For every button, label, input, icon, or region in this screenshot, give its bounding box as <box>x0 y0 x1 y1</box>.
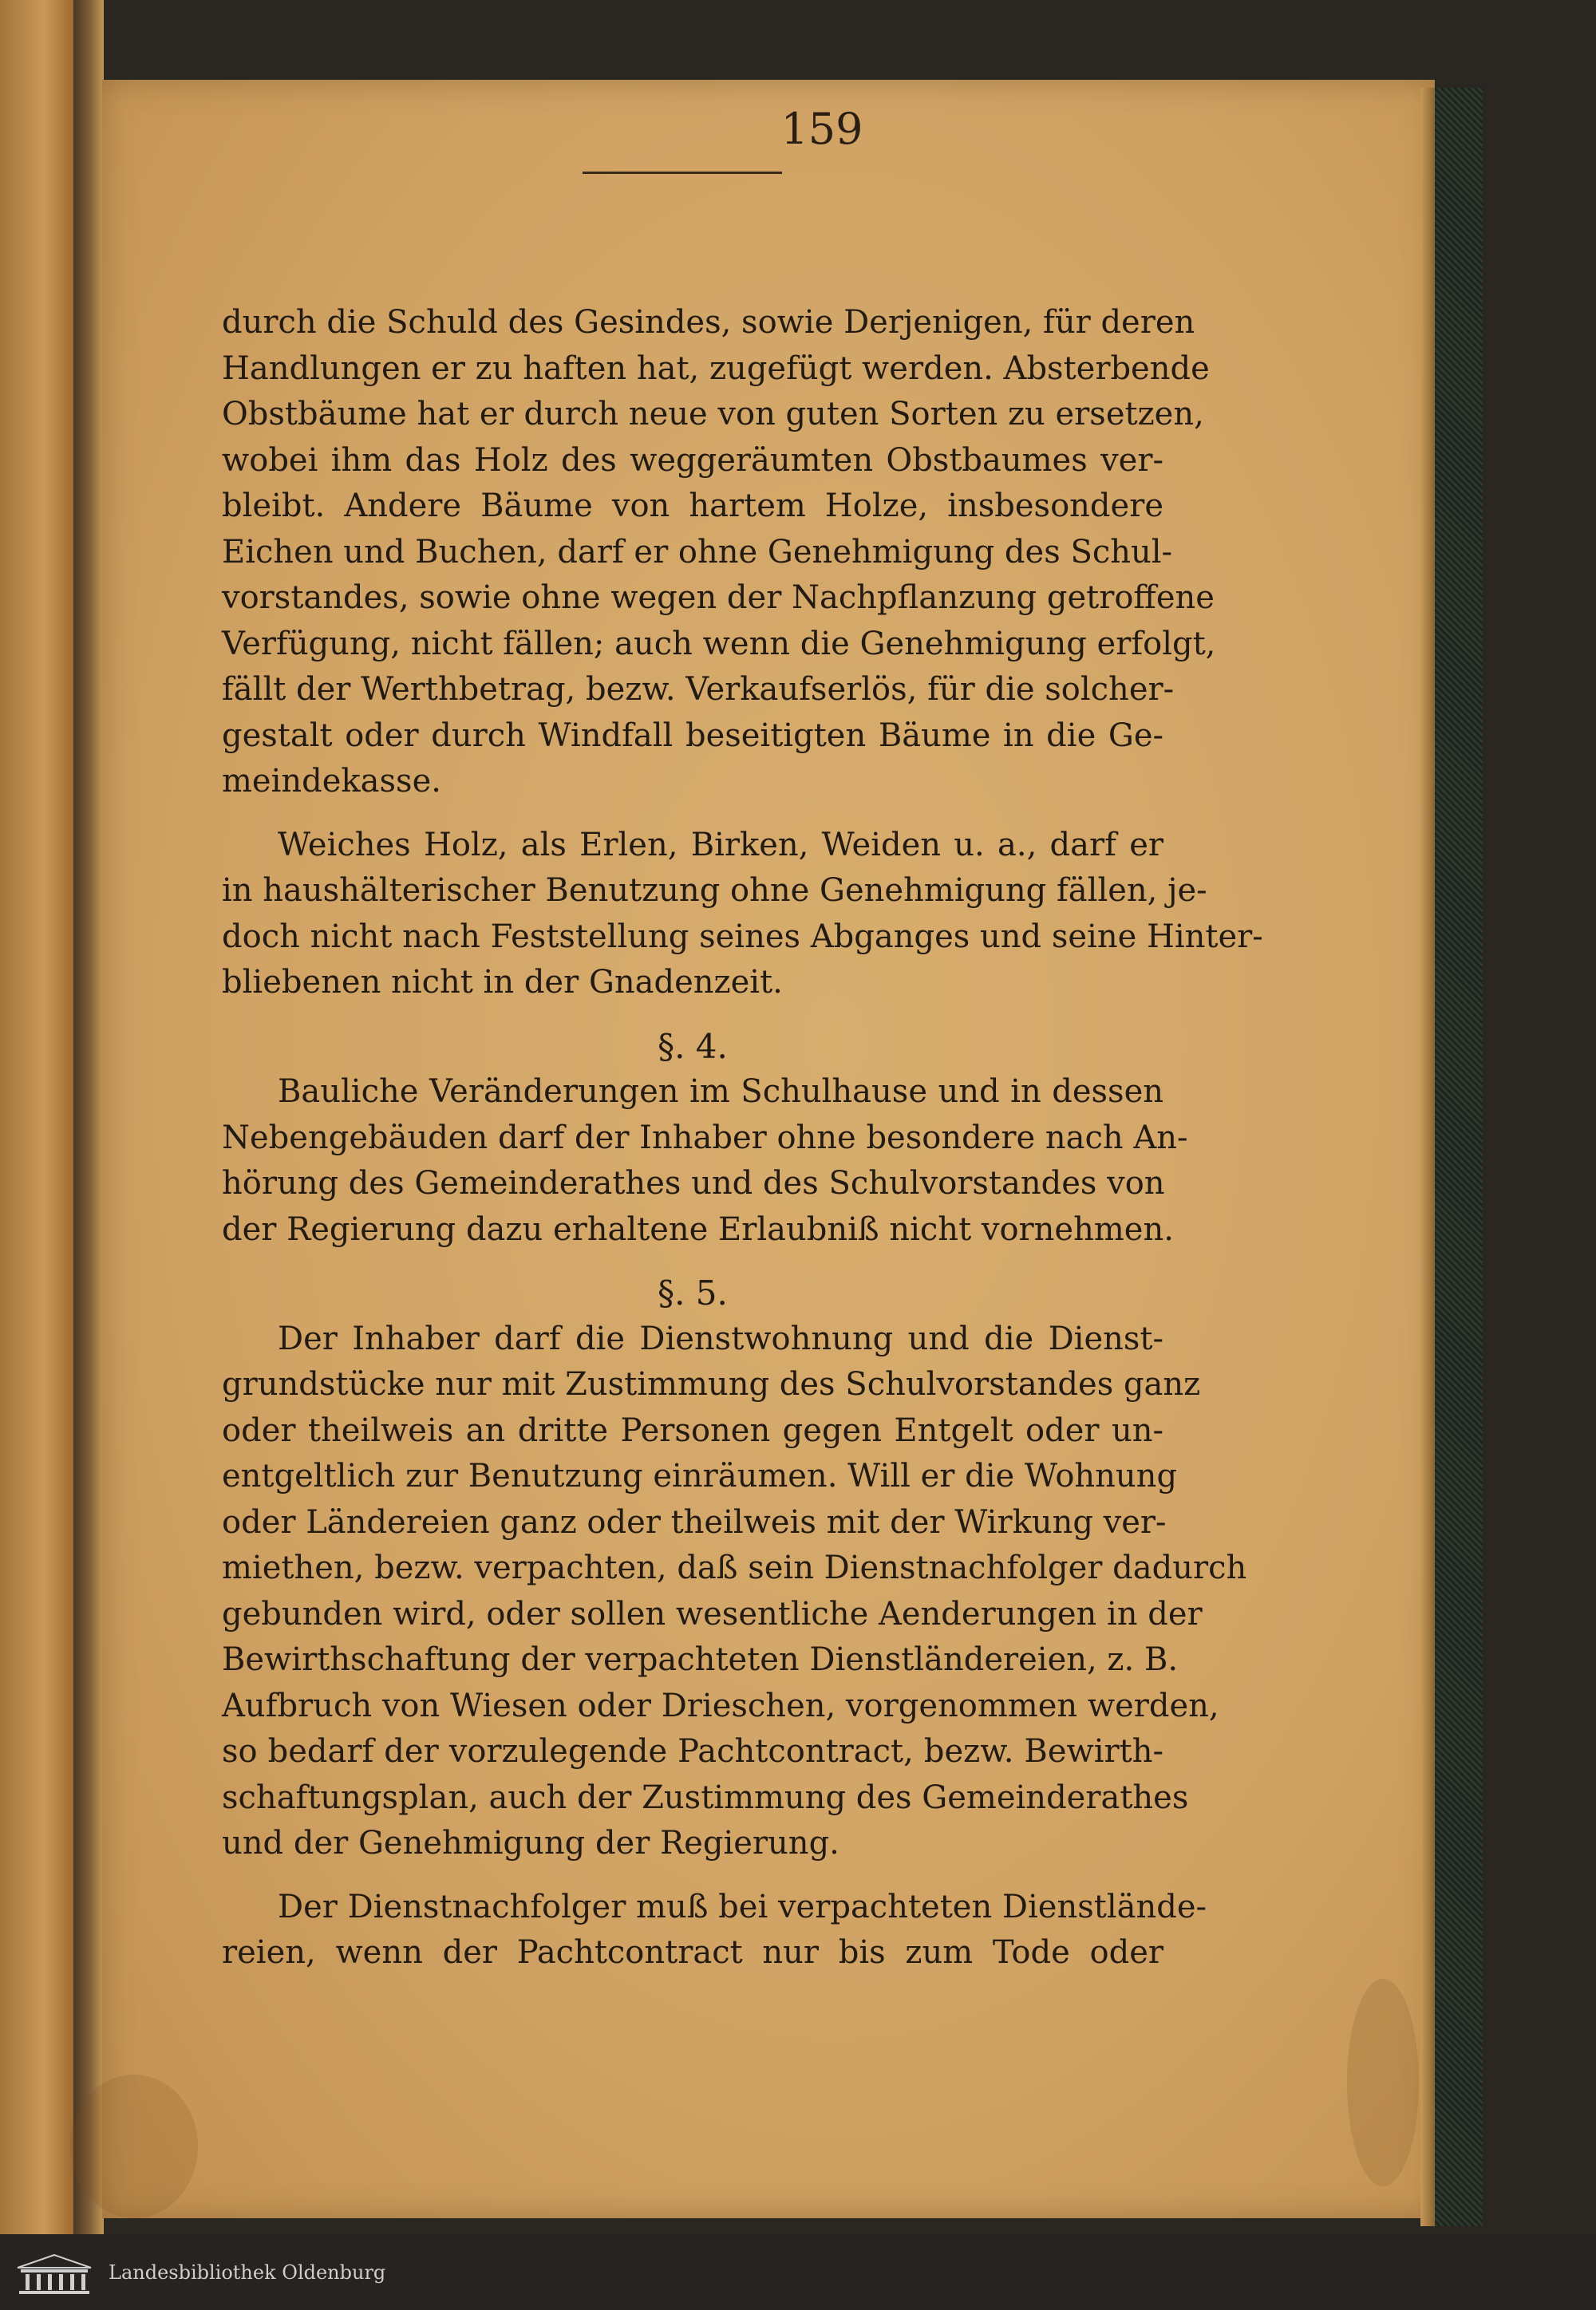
page-body <box>222 300 1263 1976</box>
text-line: reien, wenn der Pachtcontract nur bis zum Tode oder <box>222 1934 1163 1971</box>
text-line: doch nicht nach Feststellung seines Abganges und seine Hinter- <box>222 918 1263 955</box>
text-line: Verfügung, nicht fällen; auch wenn die Genehmigung erfolgt, <box>222 625 1216 662</box>
library-building-icon <box>14 2252 94 2296</box>
text-line: Weiches Holz, als Erlen, Birken, Weiden u. a., darf er <box>278 826 1163 863</box>
text-line: Bewirthschaftung der verpachteten Dienstländereien, z. B. <box>222 1641 1179 1678</box>
text-line: Der Dienstnachfolger muß bei verpachteten Dienstlände- <box>278 1888 1207 1925</box>
text-line: wobei ihm das Holz des weggeräumten Obstbaumes ver- <box>222 441 1163 479</box>
page-edge-right <box>1420 88 1435 2226</box>
text-line: miethen, bezw. verpachten, daß sein Dienstnachfolger dadurch <box>222 1550 1247 1586</box>
library-name: Landesbibliothek Oldenburg <box>109 2261 386 2284</box>
page-stain <box>70 2075 198 2218</box>
text-line: schaftungsplan, auch der Zustimmung des Gemeinderathes <box>222 1779 1189 1816</box>
text-line: fällt der Werthbetrag, bezw. Verkaufserlös, für die solcher- <box>222 671 1175 708</box>
text-line: Eichen und Buchen, darf er ohne Genehmigung des Schul- <box>222 533 1173 571</box>
text-line: Handlungen er zu haften hat, zugefügt werden. Absterbende <box>222 349 1210 387</box>
text-line: der Regierung dazu erhaltene Erlaubniß nicht vornehmen. <box>222 1210 1174 1248</box>
text-line: meindekasse. <box>222 763 441 800</box>
page-stain <box>1347 1979 1419 2186</box>
section-heading: §. 4. <box>658 1026 728 1066</box>
section-heading: §. 5. <box>658 1273 728 1313</box>
header-rule <box>583 172 782 174</box>
text-line: so bedarf der vorzulegende Pachtcontract, bezw. Bewirth- <box>222 1733 1163 1770</box>
text-line: Der Inhaber darf die Dienstwohnung und die Dienst- <box>278 1320 1163 1357</box>
text-line: Obstbäume hat er durch neue von guten Sorten zu ersetzen, <box>222 396 1204 432</box>
text-line: oder theilweis an dritte Personen gegen Entgelt oder un- <box>222 1412 1163 1449</box>
text-line: bleibt. Andere Bäume von hartem Holze, insbesondere <box>222 488 1163 524</box>
text-line: oder Ländereien ganz oder theilweis mit der Wirkung ver- <box>222 1503 1167 1541</box>
previous-page-edge <box>0 0 73 2234</box>
text-line: gestalt oder durch Windfall beseitigten Bäume in die Ge- <box>222 717 1163 754</box>
text-line: entgeltlich zur Benutzung einräumen. Will er die Wohnung <box>222 1458 1178 1495</box>
text-line: hörung des Gemeinderathes und des Schulvorstandes von <box>222 1165 1165 1202</box>
text-line: Nebengebäuden darf der Inhaber ohne besondere nach An- <box>222 1119 1188 1156</box>
text-line: in haushälterischer Benutzung ohne Genehmigung fällen, je- <box>222 872 1207 909</box>
book-cover <box>1435 88 1483 2226</box>
text-line: Bauliche Veränderungen im Schulhause und in dessen <box>278 1073 1163 1110</box>
text-line: Aufbruch von Wiesen oder Drieschen, vorgenommen werden, <box>222 1687 1219 1724</box>
book-gutter <box>73 0 104 2234</box>
text-line: bliebenen nicht in der Gnadenzeit. <box>222 964 783 1001</box>
text-line: vorstandes, sowie ohne wegen der Nachpflanzung getroffene <box>222 579 1215 616</box>
text-line: gebunden wird, oder sollen wesentliche Aenderungen in der <box>222 1595 1203 1633</box>
page-number: 159 <box>780 104 863 154</box>
text-line: durch die Schuld des Gesindes, sowie Derjenigen, für deren <box>222 304 1195 341</box>
text-line: und der Genehmigung der Regierung. <box>222 1825 839 1862</box>
text-line: grundstücke nur mit Zustimmung des Schulvorstandes ganz <box>222 1366 1201 1403</box>
